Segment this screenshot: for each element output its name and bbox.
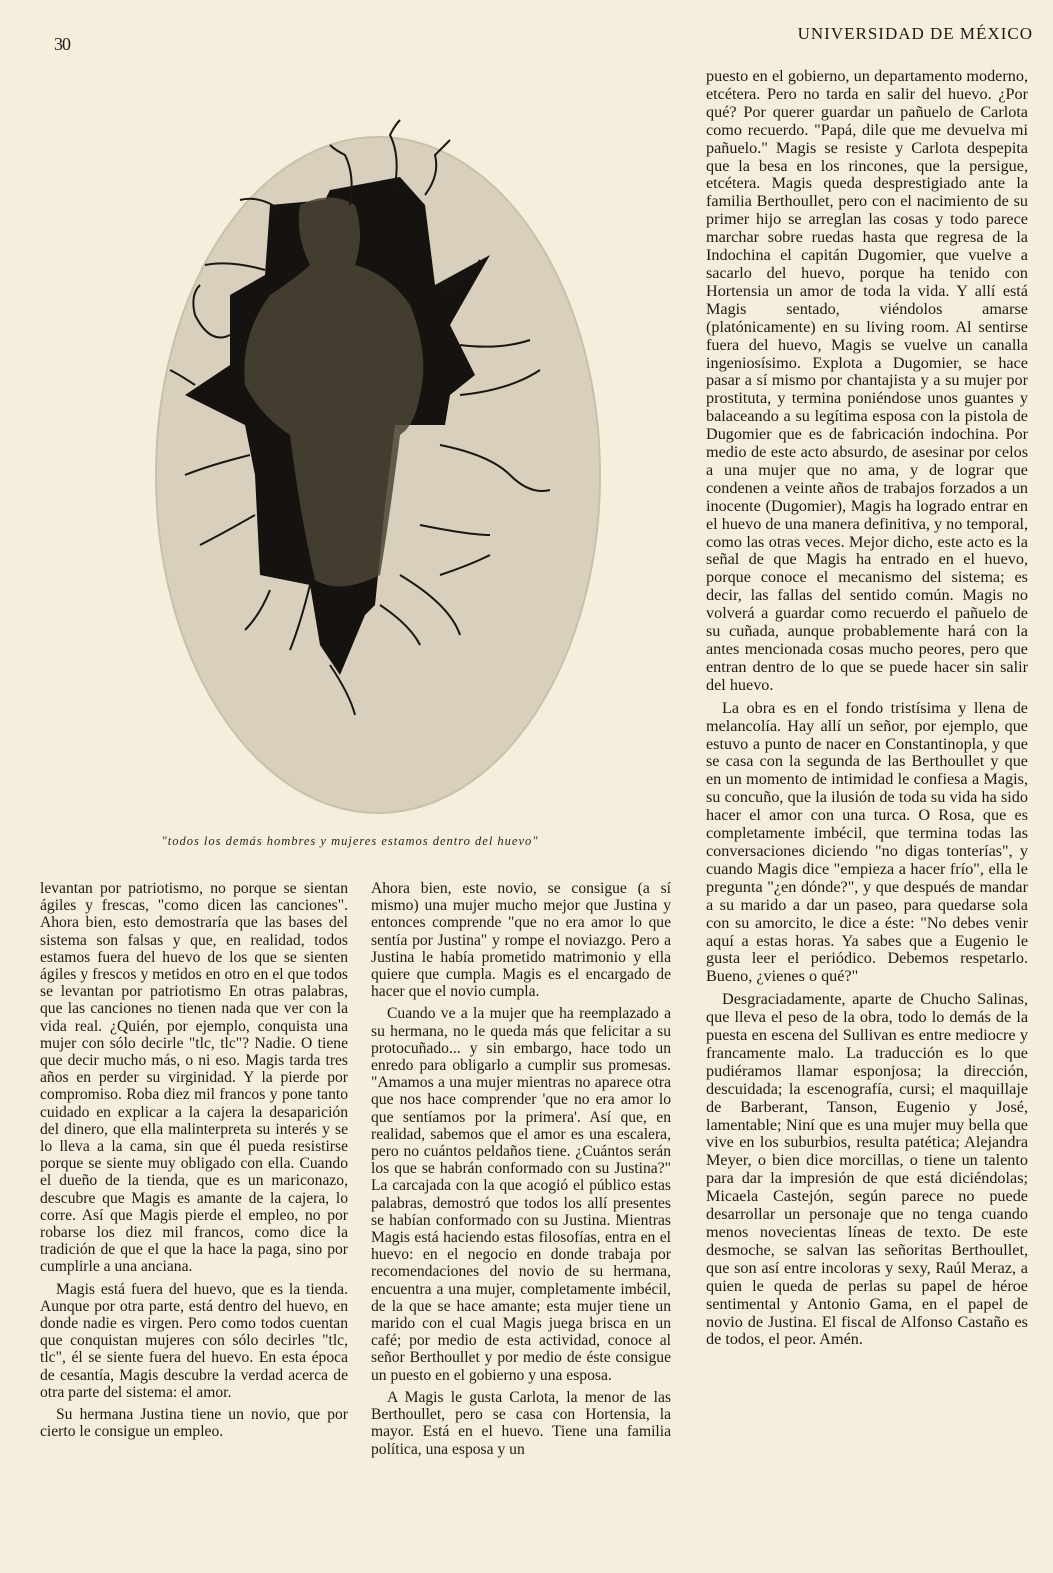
- column-right: [706, 68, 1028, 1349]
- column-middle: [371, 880, 671, 1458]
- paragraph: Magis está fuera del huevo, que es la tienda. Aunque por otra parte, está dentro del huevo, en donde nadie es virgen. Pero como todos cuentan que conquistan mujeres con sólo decirles "tlc, tlc", él se siente fuera del huevo. En esta época de cesantía, Magis descubre la verdad acerca de otra parte del sistema: el amor.: [40, 1280, 348, 1401]
- paragraph: Su hermana Justina tiene un novio, que por cierto le consigue un empleo.: [40, 1406, 348, 1441]
- paragraph: levantan por patriotismo, no porque se sientan ágiles y frescas, "como dicen las canciones". Ahora bien, esto demostraría que las bases del sistema son falsas y que, en realidad, todos estamos fuera del huevo de los que se sienten ágiles y frescos y metidos en otro en el que todos se levantan por patriotismo En otras palabras, que las canciones no tienen nada que ver con la vida real. ¿Quién, por ejemplo, conquista una mujer con sólo decirle "tlc, tlc"? Nadie. O tiene que decir mucho más, o ni eso. Magis tarda tres años en perder su virginidad. Y la pierde por compromiso. Roba diez mil francos y pone tanto cuidado en explicar a la cajera la desaparición del dinero, que ella malinterpreta su interés y se lo lleva a la cama, sin que él pueda resistirse porque se siente muy obligado con ella. Cuando el dueño de la tienda, que es un mariconazo, descubre que Magis es amante de la cajera, lo corre. Así que Magis pierde el empleo, no por robarse los diez mil francos, como dice la tradición de que el que la hace la paga, sino por cumplirle a una anciana.: [40, 880, 348, 1276]
- egg-illustration: [150, 95, 605, 815]
- paragraph: La obra es en el fondo tristísima y llena de melancolía. Hay allí un señor, por ejemplo, que estuvo a punto de nacer en Constantinopla, y que se casa con la segunda de las Berthoullet y que en un momento de intimidad le confiesa a Magis, su concuño, que la ilusión de toda su vida ha sido hacer el amor con una turca. O Rosa, que es completamente imbécil, que termina todas las conversaciones diciendo "no digas tonterías", y cuando Magis dice "empieza a hacer frío", ella le pregunta "¿en dónde?", y que después de mandar a su marido a dar un paseo, para quedarse sola con su amorcito, le dice a éste: "No debes venir aquí a estas horas. Ya sabes que a Eugenio le gusta leer el periódico. Debemos respetarlo. Bueno, ¿vienes o qué?": [706, 698, 1028, 986]
- running-head: UNIVERSIDAD DE MÉXICO: [797, 24, 1033, 43]
- page-number: 30: [54, 34, 70, 54]
- paragraph: Ahora bien, este novio, se consigue (a sí mismo) una mujer mucho mejor que Justina y entonces comprende "que no era amor lo que sentía por Justina" y rompe el noviazgo. Pero a Justina le había prometido matrimonio y ella quiere que cumpla. Magis es el encargado de hacer que el novio cumpla.: [371, 880, 671, 1001]
- paragraph: Cuando ve a la mujer que ha reemplazado a su hermana, no le queda más que felicitar a su protocuñado... y sin embargo, hace todo un enredo para obligarlo a cumplir sus promesas. "Amamos a una mujer mientras no aparece otra que nos hace comprender 'que no era amor lo que sentíamos por la primera'. Así que, en realidad, sabemos que el amor es una escalera, pero no cuántos peldaños tiene. ¿Cuántos serán los que se habrán conformado con su Justina?" La carcajada con la que acogió el público estas palabras, demostró que todos los allí presentes se habían conformado con su Justina. Mientras Magis está haciendo estas filosofías, entra en el huevo: en el negocio en donde trabaja por recomendaciones del novio de su hermana, encuentra a una mujer, completamente imbécil, de la que se hace amante; esta mujer tiene un marido con el cual Magis juega brisca en un café; por medio de esta actividad, conoce al señor Berthoullet y por medio de éste consigue un puesto en el gobierno y una esposa.: [371, 1005, 671, 1384]
- column-left: [40, 880, 348, 1441]
- paragraph: Desgraciadamente, aparte de Chucho Salinas, que lleva el peso de la obra, todo lo demás de la puesta en escena del Sullivan es entre mediocre y francamente malo. La traducción es lo que pudiéramos llamar esponjosa; la dirección, descuidada; la escenografía, cursi; el maquillaje de Barberant, Tanson, Eugenio y José, lamentable; Niní que es una mujer muy bella que vive en los suburbios, resulta patética; Alejandra Meyer, o bien dice morcillas, o tiene un talento para dar la impresión de que está diciéndolas; Micaela Castejón, según parece no puede desarrollar un personaje que no tenga cuando menos novecientas líneas de texto. De este desmoche, se salvan las señoritas Berthoullet, que son así entre incoloras y sexy, Raúl Meraz, a quien le queda de perlas su papel de héroe sentimental y Antonio Gama, en el papel de novio de Justina. El fiscal de Alfonso Castaño es de todos, el peor. Amén.: [706, 990, 1028, 1349]
- paragraph: puesto en el gobierno, un departamento moderno, etcétera. Pero no tarda en salir del huevo. ¿Por qué? Por querer guardar un pañuelo de Carlota como recuerdo. "Papá, dile que me devuelva mi pañuelo." Magis se resiste y Carlota despepita que la besa en los rincones, que la persigue, etcétera. Magis queda desprestigiado ante la familia Berthoullet, pero con el nacimiento de su primer hijo se arreglan las cosas y todo parece marchar sobre ruedas hasta que regresa de la Indochina el capitán Dugomier, que vuelve a sacarlo del huevo, porque ha tenido con Hortensia un amor de toda la vida. Y allí está Magis sentado, viéndolos amarse (platónicamente) en su living room. Al sentirse fuera del huevo, Magis se vuelve un canalla ingeniosísimo. Explota a Dugomier, se hace pasar a sí mismo por chantajista y a su mujer por prostituta, y termina poniéndose unos guantes y balaceando a su legítima esposa con la pistola de Dugomier que es de fabricación indochina. Por medio de este acto absurdo, de asesinar por celos a una mujer que no ama, y de lograr que condenen a veinte años de trabajos forzados a un inocente (Dugomier), Magis ha logrado entrar en el huevo de una manera definitiva, y no temporal, como las otras veces. Mejor dicho, este acto es la señal de que Magis ha entrado en el huevo, porque conoce el mecanismo del sistema; es decir, las fallas del sentido común. Magis no volverá a guardar como recuerdo el pañuelo de su cuñada, aunque probablemente hará con la antes mencionada cosas mucho peores, pero que entran dentro de lo que se puede hacer sin salir del huevo.: [706, 67, 1028, 694]
- paragraph: A Magis le gusta Carlota, la menor de las Berthoullet, pero se casa con Hortensia, la mayor. Está en el huevo. Tiene una familia política, una esposa y un: [371, 1388, 671, 1458]
- figure-caption: "todos los demás hombres y mujeres estamos dentro del huevo": [161, 834, 539, 848]
